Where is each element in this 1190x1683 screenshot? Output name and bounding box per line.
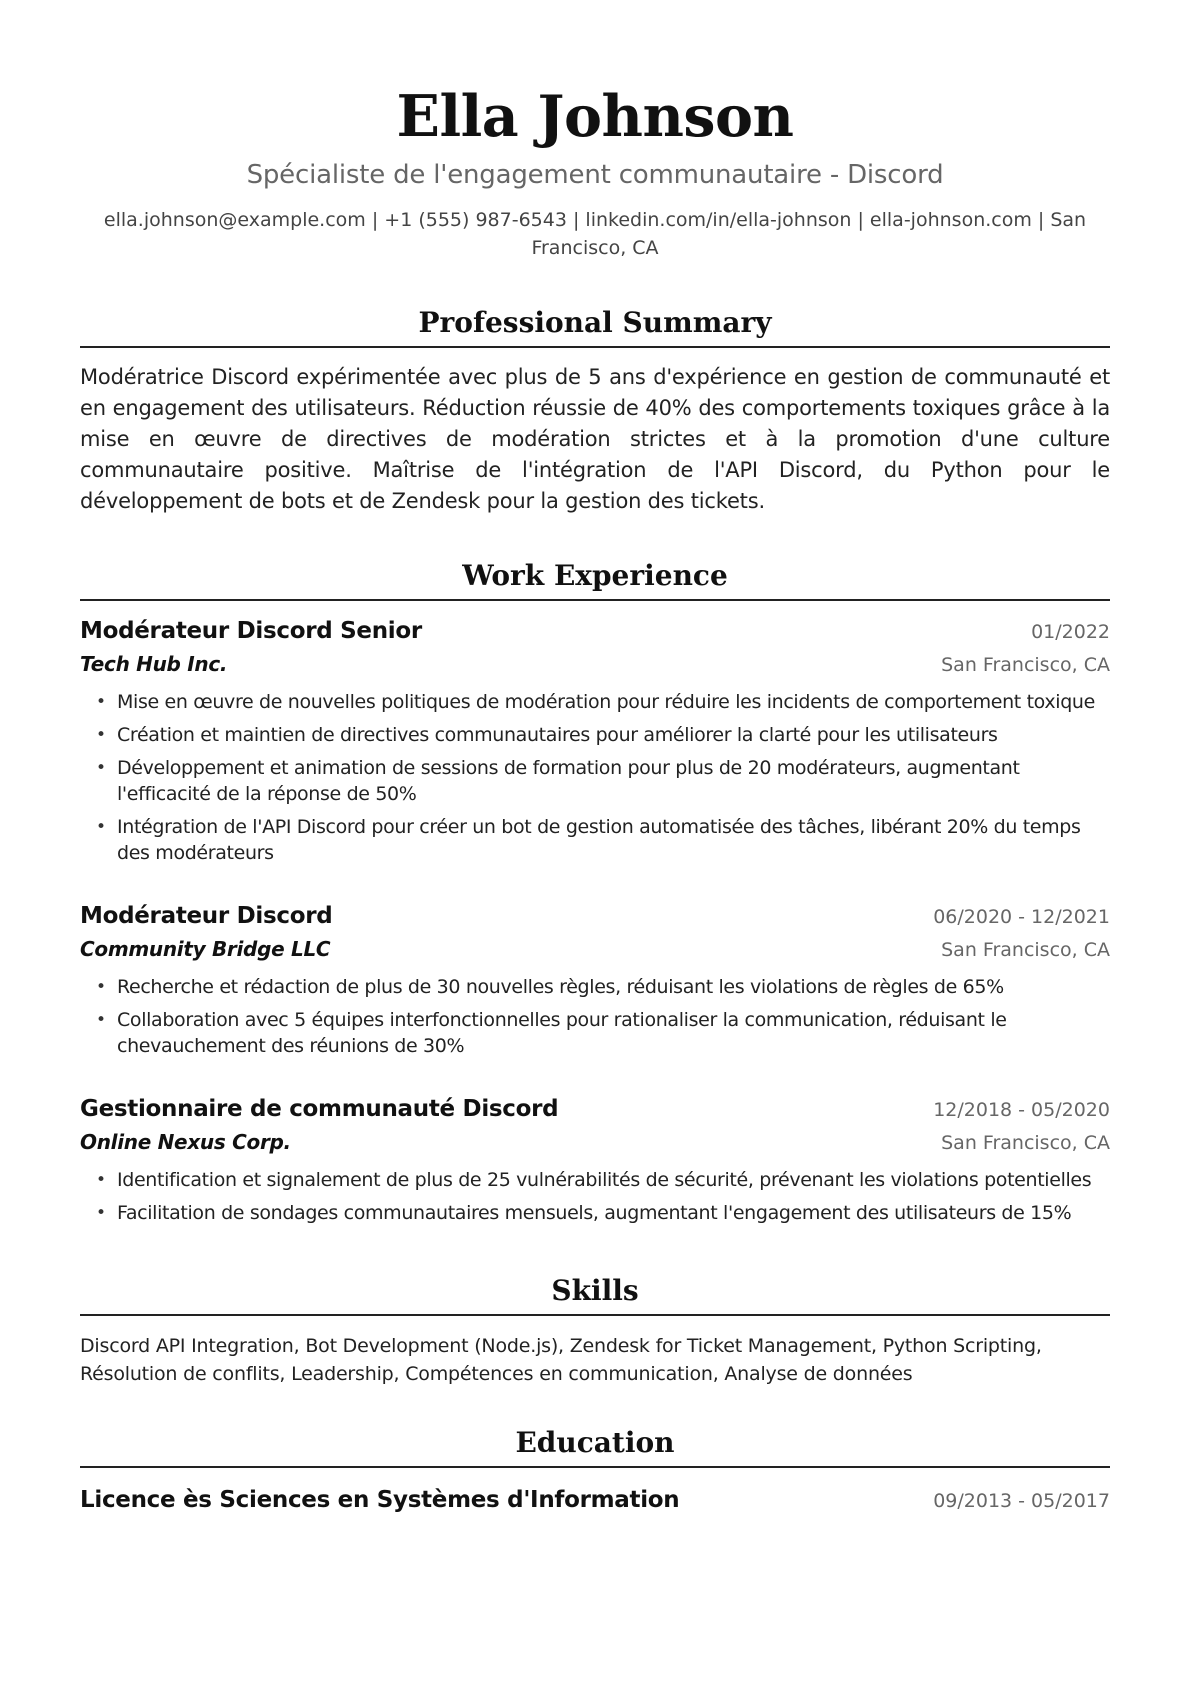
job-location: San Francisco, CA	[941, 939, 1110, 961]
experience-section	[80, 557, 1110, 1226]
job-location: San Francisco, CA	[941, 654, 1110, 676]
job-date: 06/2020 - 12/2021	[933, 906, 1110, 928]
job-title: Modérateur Discord	[80, 903, 333, 929]
experience-heading: Work Experience	[462, 559, 728, 592]
skills-section	[80, 1272, 1110, 1388]
summary-section	[80, 304, 1110, 517]
job-title: Modérateur Discord Senior	[80, 618, 422, 644]
contact-line: ella.johnson@example.com | +1 (555) 987-6543 | linkedin.com/in/ella-johnson | ella-johnson.com | San Francisco, CA	[103, 209, 1087, 259]
job-header	[80, 900, 1110, 932]
job-subheader	[80, 934, 1110, 964]
summary-divider	[80, 346, 1110, 348]
bullet-item: • Identification et signalement de plus de 25 vulnérabilités de sécurité, prévenant les violations potentielles	[117, 1167, 1110, 1193]
bullet-item: • Facilitation de sondages communautaires mensuels, augmentant l'engagement des utilisateurs de 15%	[117, 1200, 1110, 1226]
job-bullets	[80, 974, 1110, 1059]
company-name: Online Nexus Corp.	[80, 1130, 291, 1154]
candidate-subtitle: Spécialiste de l'engagement communautaire - Discord	[246, 160, 944, 190]
job-entry	[80, 1093, 1110, 1226]
bullet-item: • Développement et animation de sessions de formation pour plus de 20 modérateurs, augmentant l'efficacité de la réponse de 50%	[117, 755, 1110, 807]
skills-divider	[80, 1314, 1110, 1316]
education-degree: Licence ès Sciences en Systèmes d'Information	[80, 1487, 680, 1513]
education-divider	[80, 1466, 1110, 1468]
summary-text: Modératrice Discord expérimentée avec plus de 5 ans d'expérience en gestion de communauté et en engagement des utilisateurs. Réduction réussie de 40% des comportements toxiques grâce à la mise en œuvre de directives de modération strictes et à la promotion d'une culture communautaire positive. Maîtrise de l'intégration de l'API Discord, du Python pour le développement de bots et de Zendesk pour la gestion des tickets.	[80, 365, 1110, 513]
job-header	[80, 615, 1110, 647]
job-date: 01/2022	[1031, 621, 1110, 643]
job-date: 12/2018 - 05/2020	[933, 1099, 1110, 1121]
job-location: San Francisco, CA	[941, 1132, 1110, 1154]
summary-heading: Professional Summary	[418, 306, 772, 339]
bullet-item: • Collaboration avec 5 équipes interfonctionnelles pour rationaliser la communication, réduisant le chevauchement des réunions de 30%	[117, 1007, 1110, 1059]
experience-divider	[80, 599, 1110, 601]
education-entry	[80, 1484, 1110, 1516]
education-section	[80, 1424, 1110, 1516]
job-subheader	[80, 1127, 1110, 1157]
bullet-item: • Création et maintien de directives communautaires pour améliorer la clarté pour les utilisateurs	[117, 722, 1110, 748]
job-subheader	[80, 649, 1110, 679]
job-header	[80, 1093, 1110, 1125]
skills-heading: Skills	[551, 1274, 639, 1307]
education-date: 09/2013 - 05/2017	[933, 1490, 1110, 1512]
bullet-item: • Mise en œuvre de nouvelles politiques de modération pour réduire les incidents de comportement toxique	[117, 689, 1110, 715]
skills-text: Discord API Integration, Bot Development (Node.js), Zendesk for Ticket Management, Python Scripting, Résolution de conflits, Leadership, Compétences en communication, Analyse de données	[80, 1335, 1042, 1385]
company-name: Community Bridge LLC	[80, 937, 331, 961]
education-heading: Education	[515, 1426, 675, 1459]
job-entry	[80, 900, 1110, 1059]
bullet-item: • Intégration de l'API Discord pour créer un bot de gestion automatisée des tâches, libérant 20% du temps des modérateurs	[117, 814, 1110, 866]
job-bullets	[80, 689, 1110, 866]
job-bullets	[80, 1167, 1110, 1226]
job-entry	[80, 615, 1110, 866]
candidate-name: Ella Johnson	[396, 83, 794, 150]
bullet-item: • Recherche et rédaction de plus de 30 nouvelles règles, réduisant les violations de règles de 65%	[117, 974, 1110, 1000]
job-title: Gestionnaire de communauté Discord	[80, 1096, 559, 1122]
company-name: Tech Hub Inc.	[80, 652, 228, 676]
